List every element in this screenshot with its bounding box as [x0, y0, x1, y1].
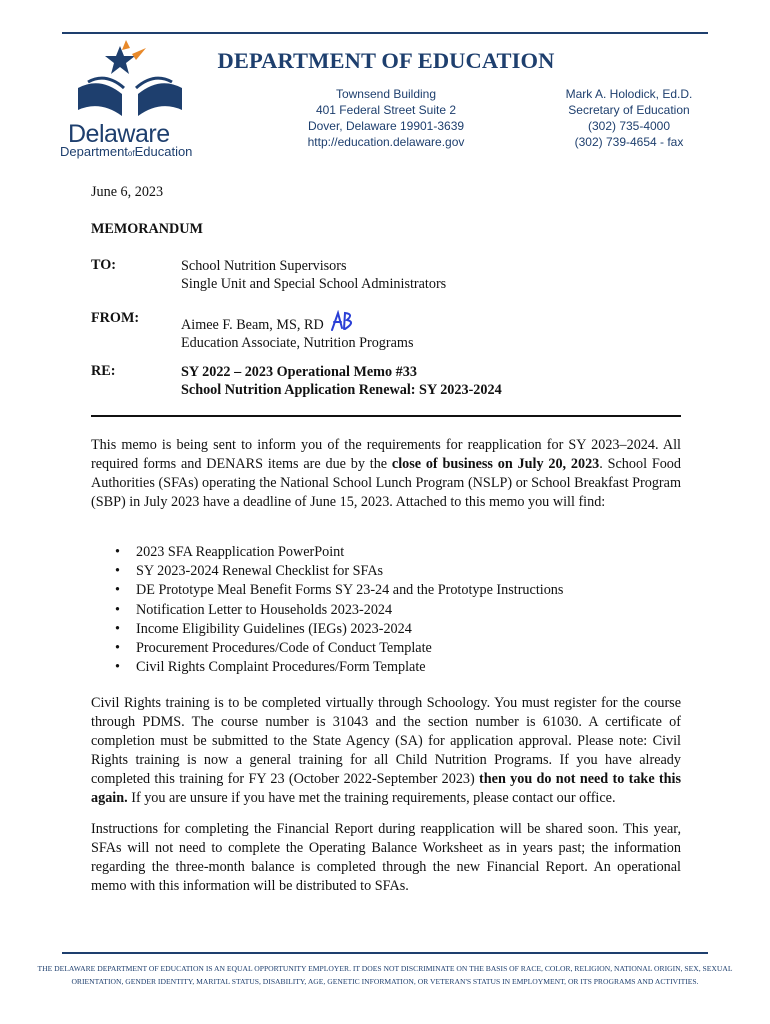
address-line: 401 Federal Street Suite 2	[315, 103, 457, 117]
footer-line: THE DELAWARE DEPARTMENT OF EDUCATION IS AN EQUAL OPPORTUNITY EMPLOYER. IT DOES NOT DISCRIMINATE ON THE BASIS OF RACE, COLOR, RELIGION, NATIONAL ORIGIN, SEX, SEXUAL	[37, 964, 733, 973]
secretary-name: Mark A. Holodick, Ed.D.	[565, 87, 693, 101]
logo-graphic-icon	[60, 38, 210, 122]
address-line: Dover, Delaware 19901-3639	[307, 119, 465, 133]
list-item: • Civil Rights Complaint Procedures/Form Template	[115, 659, 426, 676]
list-item: • 2023 SFA Reapplication PowerPoint	[115, 544, 345, 560]
logo-subtitle: DepartmentofEducation	[60, 144, 193, 159]
equal-opportunity-footer	[30, 962, 740, 988]
recipient-line: Single Unit and Special School Administrators	[181, 276, 447, 292]
header-rule	[62, 32, 708, 34]
footer-line: ORIENTATION, GENDER IDENTITY, MARITAL STATUS, DISABILITY, AGE, GENETIC INFORMATION, OR VETERAN'S STATUS IN EMPLOYMENT, OR ITS PROGRAMS AND ACTIVITIES.	[71, 977, 699, 986]
signature-icon	[330, 310, 358, 332]
from-sender	[181, 310, 413, 352]
civil-rights-paragraph: Civil Rights training is to be completed virtually through Schoology. You must register for the course through PDMS. The course number is 31043 and the section number is 61030. A certificate of completion must be submitted to the State Agency (SA) for application approval. Please note: Civil Rights training is now a general training for all Child Nutrition Programs. If you have already completed this training for FY 23 (October 2022-September 2023) then you do not need to take this again. If you are unsure if you have met the training requirements, please contact our office.	[91, 695, 681, 806]
to-label: TO:	[91, 257, 116, 273]
re-label: RE:	[91, 363, 116, 379]
list-item: • Notification Letter to Households 2023-2024	[115, 601, 393, 618]
phone-number: (302) 735-4000	[587, 119, 671, 133]
list-item: • DE Prototype Meal Benefit Forms SY 23-24 and the Prototype Instructions	[115, 582, 564, 599]
intro-paragraph: This memo is being sent to inform you of the requirements for reapplication for SY 2023–2024. All required forms and DENARS items are due by the close of business on July 20, 2023. School Food Authorities (SFAs) operating the National School Lunch Program (NSLP) or School Breakfast Program (SBP) in July 2023 have a deadline of June 15, 2023. Attached to this memo you will find:	[91, 437, 681, 510]
address-line: Townsend Building	[335, 87, 437, 101]
list-item: • Procurement Procedures/Code of Conduct Template	[115, 639, 432, 656]
department-title: DEPARTMENT OF EDUCATION	[217, 48, 555, 73]
sender-title: Education Associate, Nutrition Programs	[181, 335, 414, 351]
to-recipients	[181, 257, 446, 293]
list-item: • Income Eligibility Guidelines (IEGs) 2023-2024	[115, 620, 412, 637]
footer-rule	[62, 952, 708, 954]
delaware-doe-logo	[60, 38, 210, 163]
memo-date: June 6, 2023	[91, 184, 164, 200]
logo-wordmark: Delaware	[68, 120, 170, 148]
sender-line	[181, 310, 413, 334]
website-link[interactable]: http://education.delaware.gov	[307, 135, 465, 149]
office-address	[286, 86, 486, 150]
memo-heading: MEMORANDUM	[91, 221, 203, 237]
attachment-list	[115, 543, 563, 677]
re-subject	[181, 363, 502, 399]
secretary-contact	[548, 86, 710, 150]
subject-line: SY 2022 – 2023 Operational Memo #33	[181, 364, 417, 380]
fax-number: (302) 739-4654 - fax	[574, 135, 684, 149]
list-item: • SY 2023-2024 Renewal Checklist for SFAs	[115, 563, 384, 580]
recipient-line: School Nutrition Supervisors	[181, 258, 347, 274]
memo-divider	[91, 415, 681, 417]
subject-line: School Nutrition Application Renewal: SY 2023-2024	[181, 382, 502, 398]
financial-report-paragraph: Instructions for completing the Financial Report during reapplication will be shared soon. This year, SFAs will not need to complete the Operating Balance Worksheet as in years past; the information regarding the three-month balance is completed through the new Financial Report. An operational memo with this information will be distributed to SFAs.	[91, 821, 681, 894]
sender-name: Aimee F. Beam, MS, RD	[181, 317, 324, 333]
secretary-title: Secretary of Education	[568, 103, 690, 117]
from-label: FROM:	[91, 310, 140, 326]
